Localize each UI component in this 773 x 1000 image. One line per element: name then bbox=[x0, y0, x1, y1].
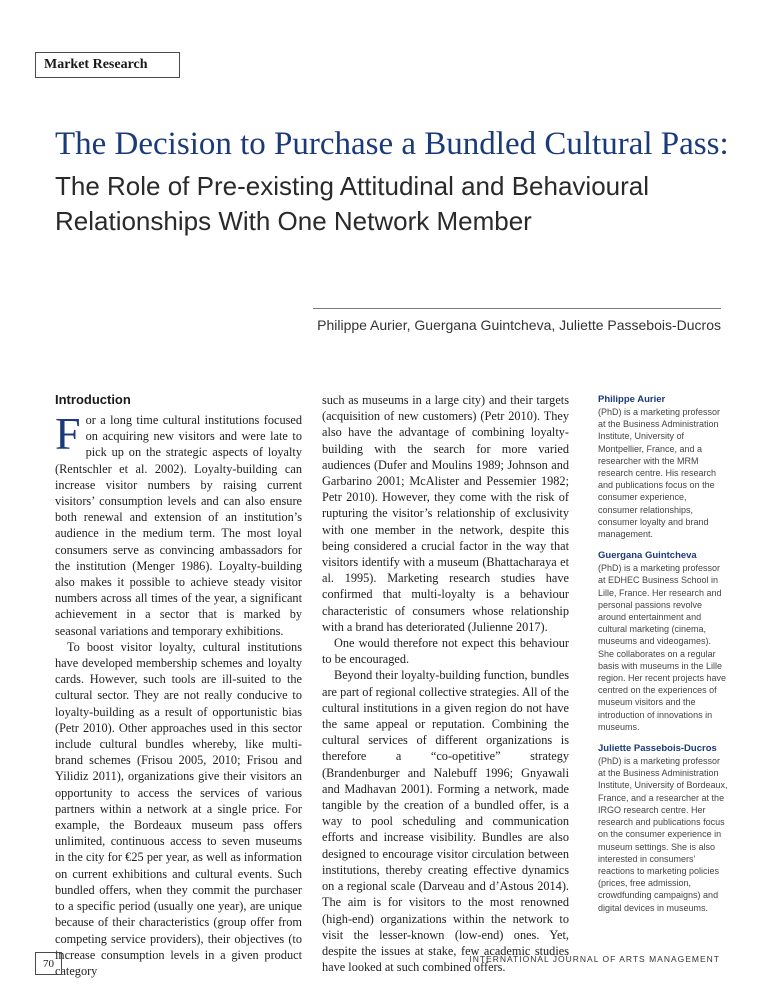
drop-cap: F bbox=[55, 408, 81, 459]
article-title: The Decision to Purchase a Bundled Cultural Pass: bbox=[55, 126, 729, 162]
section-heading: Introduction bbox=[55, 392, 131, 407]
paragraph: such as museums in a large city) and their targets (acquisition of new customers) (Petr 2010). They also have the advantage of combining loyalty-building with the search for more varied audiences (Dufer and Moulins 1989; Johnson and Garbarino 2001; McAlister and Pessemier 1982; Petr 2010). However, they come with the risk of rupturing the visitor’s relationship of exclusivity with one member in the network, despite this being considered a crucial factor in the way that visitors identify with a museum (Bhattacharaya et al. 1995). Marketing research studies have confirmed that multi-loyalty is a behaviour characteristic of consumers whose relationship with a brand has deteriorated (Julienne 2017). bbox=[322, 393, 569, 634]
section-label: Market Research bbox=[35, 52, 180, 78]
bio-name: Juliette Passebois-Ducros bbox=[598, 743, 717, 755]
column-2 bbox=[322, 392, 569, 975]
author-divider bbox=[313, 308, 721, 309]
bio-name: Philippe Aurier bbox=[598, 394, 666, 405]
journal-name: INTERNATIONAL JOURNAL OF ARTS MANAGEMENT bbox=[469, 954, 720, 964]
paragraph: Beyond their loyalty-building function, bundles are part of regional collective strategies. All of the cultural institutions in a given region do not have the same appeal or reputation. Combining the cultural services of different organizations is therefore a “co-opetitive” strategy (Brandenburger and Nalebuff 1996; Gnyawali and Madhavan 2001). Forming a network, made tangible by the creation of a bundled offer, is a way to pool scheduling and communication efforts and increase visibility. Bundles are also designed to encourage visitor circulation between institutions, thereby creating effective dynamics on a regional scale (Darveau and d’Astous 2014). The aim is for visitors to the most renowned (high-end) organizations within the network to visit the lesser-known (low-end) ones. Yet, despite the issues at stake, few academic studies have looked at such combined offers. bbox=[322, 668, 569, 975]
author-line: Philippe Aurier, Guergana Guintcheva, Juliette Passebois-Ducros bbox=[317, 317, 721, 333]
paragraph bbox=[55, 408, 302, 639]
paragraph: To boost visitor loyalty, cultural institutions have developed membership schemes and loyalty cards. However, such tools are ill-suited to the cultural sector. They are not really conducive to loyalty-building as a result of opportunistic bias (Petr 2010). Other approaches used in this sector include cultural bundles whereby, like multi-brand schemes (Frisou 2005, 2010; Frisou and Yilidiz 2011), organizations give their visitors an opportunity to access the services of various partners within a network at a single price. For example, the Bordeaux museum pass offers unlimited, continuous access to seven museums in the city for €25 per year, as well as information on current exhibitions and cultural events. Such bundled offers, when they commit the purchaser to a specific period (usually one year), are unique because of their characteristics (group offer from competing service providers), their objectives (to increase consumption levels in a given product category bbox=[55, 639, 302, 978]
bio-text: (PhD) is a marketing professor at EDHEC Business School in Lille, France. Her research and personal passions revolve around entertainment and cultural marketing (cinema, museums and videogames). She collaborates on a regular basis with museums in the Lille region. Her recent projects have centred on the experiences of museum visitors and the introduction of innovations in museums. bbox=[598, 563, 727, 732]
article-subtitle: The Role of Pre-existing Attitudinal and Behavioural Relationships With One Network Member bbox=[55, 171, 650, 236]
bio-name: Guergana Guintcheva bbox=[598, 550, 697, 562]
author-bios bbox=[598, 393, 728, 923]
page-number: 70 bbox=[35, 952, 62, 975]
bio-text: (PhD) is a marketing professor at the Business Administration Institute, University of Montpellier, France, and a researcher with the MRM research centre. His research and publications focus on the consumer experience, consumer relationships, consumer loyalty and brand management. bbox=[598, 407, 721, 540]
paragraph-text: or a long time cultural institutions focused on acquiring new visitors and were late to pick up on the strategic aspects of loyalty (Rentschler et al. 2002). Loyalty-building can increase visitor numbers by raising current visitors’ consumption levels and can also ensure both renewal and extension of an institution’s audience in the medium term. The most loyal consumers serve as convincing ambassadors for the institution (Menger 1986). Loyalty-building also makes it possible to achieve steady visitor numbers across all times of the year, a significant achievement in a sector that is marked by seasonal variations and temporary exhibitions. bbox=[55, 413, 302, 638]
column-1 bbox=[55, 392, 302, 979]
paragraph: One would therefore not expect this behaviour to be encouraged. bbox=[322, 636, 569, 667]
bio-text: (PhD) is a marketing professor at the Business Administration Institute, University of Bordeaux, France, and a researcher at the IRGO research centre. Her research and publications focus on the consumer experience in museum settings. She is also interested in consumers’ reactions to marketing policies (prices, free admission, crowdfunding campaigns) and digital devices in museums. bbox=[598, 756, 728, 913]
